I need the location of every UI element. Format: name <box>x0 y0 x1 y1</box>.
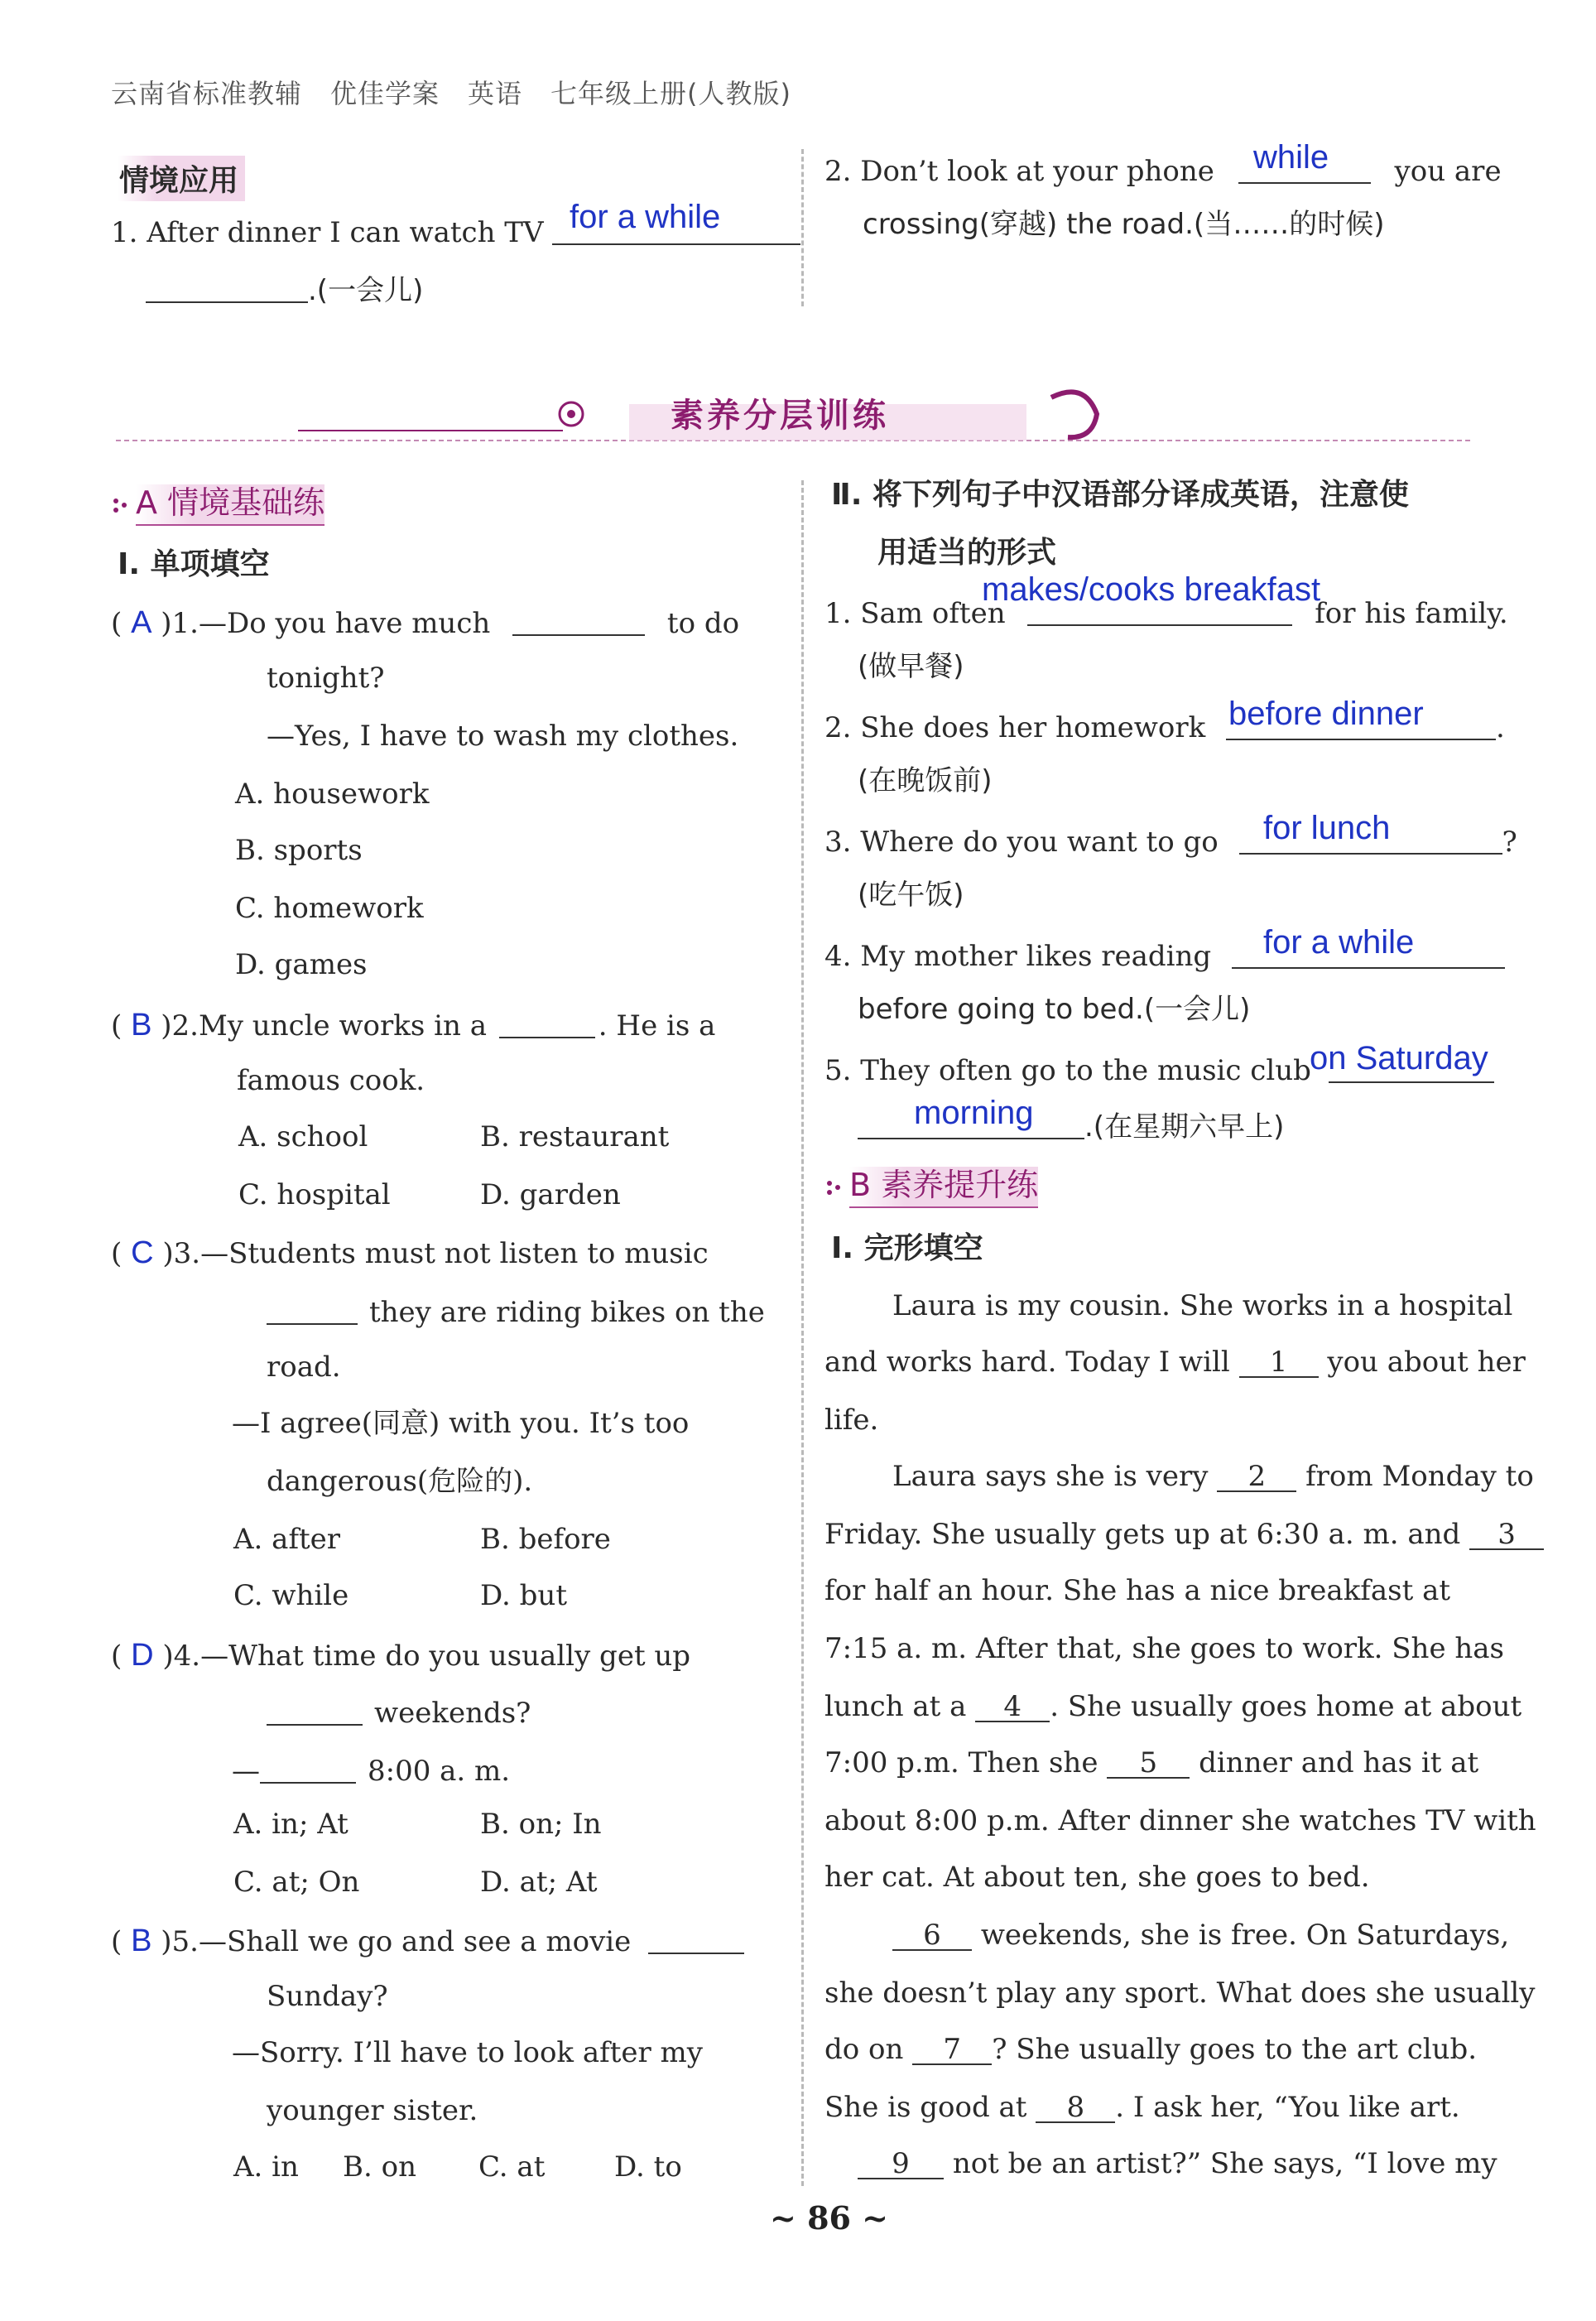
header-part: 七年级上册(人教版) <box>550 78 792 109</box>
partB-title-text: B 素养提升练 <box>849 1167 1038 1208</box>
trans-item-5-hint: .(在星期六早上) <box>1084 1110 1285 1144</box>
cloze-line-12 <box>892 1921 1509 1951</box>
top-q1-blank2 <box>146 273 308 303</box>
mc-q3-line2 <box>267 1295 765 1327</box>
trans-item-4-hint: before going to bed.(一会儿) <box>858 993 1251 1026</box>
trans-item-1-answer: makes/cooks breakfast <box>982 571 1321 608</box>
partA-title <box>111 477 324 522</box>
mc-q5-option: A. in <box>233 2150 299 2184</box>
cloze-text: . She usually goes home at about <box>1050 1690 1522 1723</box>
mc-q5-line3: —Sorry. I’ll have to look after my <box>232 2036 703 2069</box>
mc-q4-line: weekends? <box>374 1697 531 1730</box>
top-q2-post: you are <box>1394 155 1502 188</box>
top-q2-answer: while <box>1253 139 1329 176</box>
trans-item-2-answer: before dinner <box>1228 696 1424 732</box>
trans-item-3 <box>824 825 1517 859</box>
cloze-line-9 <box>824 1746 1479 1779</box>
top-q1-hint: .(一会儿) <box>308 274 424 307</box>
cloze-text: Friday. She usually gets up at 6:30 a. m. and <box>824 1518 1461 1551</box>
cloze-blank-8: 8 <box>1036 2093 1115 2123</box>
mc-q3-line: they are riding bikes on the <box>369 1296 765 1329</box>
mc-q1-line2: tonight? <box>267 662 385 695</box>
trans-item-3-post: ? <box>1502 826 1517 859</box>
mc-q1-option: A. housework <box>235 778 430 811</box>
trans-item-2-post: . <box>1496 711 1505 744</box>
mc-q5-option: D. to <box>614 2150 682 2184</box>
cloze-line-10: about 8:00 p.m. After dinner she watches TV with <box>824 1804 1536 1837</box>
mc-q2-option: C. hospital <box>238 1178 391 1211</box>
trans-item-2-pre: 2. She does her homework <box>824 711 1206 744</box>
mc-q4-line: 8:00 a. m. <box>368 1755 511 1788</box>
cloze-text: . I ask her, “You like art. <box>1115 2091 1460 2124</box>
mc-q4-num: )4. <box>162 1640 201 1673</box>
cloze-text: you about her <box>1327 1346 1526 1379</box>
cloze-blank-4: 4 <box>975 1693 1050 1722</box>
trans-item-3-pre: 3. Where do you want to go <box>824 826 1219 859</box>
mc-q1-line: to do <box>666 607 740 640</box>
mc-q5-option: C. at <box>478 2150 546 2184</box>
partII-title-line1: Ⅱ. 将下列句子中汉语部分译成英语，注意使 <box>831 478 1409 512</box>
cloze-line-14 <box>824 2035 1477 2065</box>
mc-q3-option: C. while <box>233 1579 349 1612</box>
mc-q2-answer: B <box>131 1008 152 1043</box>
trans-item-3-hint: (吃午饭) <box>858 879 964 912</box>
mc-q5: ( B )5.—Shall we go and see a movie <box>111 1924 744 1957</box>
top-title: 情境应用 <box>118 156 245 201</box>
cloze-text: from Monday to <box>1305 1460 1534 1493</box>
cloze-line-5 <box>824 1520 1544 1550</box>
mc-q1-num: )1. <box>161 607 199 640</box>
mc-q2: ( B )2.My uncle works in a . He is a <box>111 1008 716 1043</box>
mc-q3-line5: dangerous(危险的). <box>267 1465 533 1498</box>
mc-q5-blank <box>648 1924 744 1954</box>
header-part: 优佳学案 <box>330 78 440 109</box>
mc-q1-answer: A <box>131 605 152 640</box>
mc-q5-num: )5. <box>161 1925 199 1958</box>
cloze-text: ? She usually goes to the art club. <box>992 2033 1478 2066</box>
cloze-text: not be an artist?” She says, “I love my <box>952 2147 1497 2180</box>
mc-q3-line3: road. <box>267 1351 341 1384</box>
trans-item-4-pre: 4. My mother likes reading <box>824 940 1212 973</box>
mc-q3-line: —Students must not listen to music <box>200 1237 709 1270</box>
mc-q1-line: —Do you have much <box>198 607 491 640</box>
trans-item-1-pre: 1. Sam often <box>824 597 1006 630</box>
cloze-line-8 <box>824 1690 1522 1723</box>
mc-q3-num: )3. <box>162 1237 201 1270</box>
mc-q4-option: B. on; In <box>480 1808 602 1841</box>
trans-item-1-hint: (做早餐) <box>858 650 964 683</box>
partII-title-line2: 用适当的形式 <box>877 536 1057 570</box>
mc-q3-line4: —I agree(同意) with you. It’s too <box>232 1407 690 1440</box>
top-q1-line2 <box>146 273 423 305</box>
mc-q5-answer: B <box>131 1924 152 1958</box>
partB-cloze-title: Ⅰ. 完形填空 <box>831 1231 983 1265</box>
mc-q4-line: — <box>232 1755 260 1788</box>
cloze-blank-6: 6 <box>892 1921 972 1951</box>
mc-q2-line: . He is a <box>598 1009 716 1043</box>
mc-q5-option: B. on <box>343 2150 416 2184</box>
mc-q4-line: —What time do you usually get up <box>200 1640 691 1673</box>
mc-q2-option: B. restaurant <box>480 1120 670 1153</box>
mc-q4: ( D )4.—What time do you usually get up <box>111 1638 691 1673</box>
cloze-line-7: 7:15 a. m. After that, she goes to work. She has <box>824 1632 1504 1665</box>
mc-q2-option: D. garden <box>480 1178 621 1211</box>
header-part: 英语 <box>468 78 523 109</box>
cloze-blank-3: 3 <box>1469 1520 1544 1550</box>
section-title: 素养分层训练 <box>671 397 889 435</box>
mc-q1: ( A )1.—Do you have much to do <box>111 605 740 640</box>
cloze-line-16 <box>858 2147 1497 2180</box>
top-q2-text: 2. Don’t look at your phone <box>824 155 1214 188</box>
cloze-text: dinner and has it at <box>1199 1746 1479 1779</box>
trans-item-5-pre: 5. They often go to the music club <box>824 1054 1311 1087</box>
top-q2-line2: crossing(穿越) the road.(当……的时候) <box>863 208 1385 241</box>
top-q2 <box>824 154 1502 188</box>
dots-icon <box>824 1178 843 1197</box>
mc-q5-line4: younger sister. <box>267 2094 478 2127</box>
cloze-blank-2: 2 <box>1217 1462 1296 1492</box>
mc-q2-num: )2. <box>161 1009 199 1043</box>
trans-item-4-answer: for a while <box>1263 924 1415 961</box>
cloze-line-11: her cat. At about ten, she goes to bed. <box>824 1861 1370 1894</box>
cloze-text: weekends, she is free. On Saturdays, <box>980 1919 1510 1952</box>
cloze-text: and works hard. Today I will <box>824 1346 1230 1379</box>
page-number: ~ 86 ~ <box>770 2199 889 2237</box>
partB-title <box>824 1159 1038 1205</box>
trans-item-3-answer: for lunch <box>1263 810 1391 846</box>
dots-icon <box>111 496 129 514</box>
trans-item-2-hint: (在晚饭前) <box>858 764 993 797</box>
cloze-line-2 <box>824 1348 1526 1378</box>
cloze-blank-7: 7 <box>912 2035 992 2065</box>
mc-q1-option: D. games <box>235 948 368 981</box>
mc-q1-option: C. homework <box>235 892 424 925</box>
cloze-line-4 <box>892 1462 1534 1492</box>
page-header <box>111 73 820 111</box>
cloze-text: do on <box>824 2033 904 2066</box>
mc-q2-line: My uncle works in a <box>198 1009 487 1043</box>
mc-q4-blank <box>267 1696 363 1726</box>
cloze-text: Laura says she is very <box>892 1460 1209 1493</box>
partA-title-text: A 情境基础练 <box>136 484 324 526</box>
cloze-line-1: Laura is my cousin. She works in a hospital <box>892 1289 1513 1322</box>
mc-q4-option: A. in; At <box>233 1808 349 1841</box>
mc-q5-line2: Sunday? <box>267 1980 388 2013</box>
trans-item-1-post: for his family. <box>1315 597 1508 630</box>
mc-q4-option: C. at; On <box>233 1866 360 1899</box>
mc-q1-line3: —Yes, I have to wash my clothes. <box>267 720 739 753</box>
column-divider-main <box>801 480 804 2186</box>
cloze-line-3: life. <box>824 1404 879 1437</box>
cloze-blank-5: 5 <box>1107 1749 1190 1779</box>
trans-item-5-answer: on Saturday <box>1310 1040 1488 1076</box>
mc-q3: ( C )3.—Students must not listen to music <box>111 1235 709 1270</box>
cloze-blank-9: 9 <box>858 2150 944 2179</box>
header-part: 云南省标准教辅 <box>111 78 303 109</box>
cloze-line-6: for half an hour. She has a nice breakfast at <box>824 1574 1451 1607</box>
mc-q5-line: —Shall we go and see a movie <box>198 1925 632 1958</box>
mc-q3-option: B. before <box>480 1523 611 1556</box>
mc-q4-line2 <box>267 1696 531 1730</box>
trans-item-5-answer2: morning <box>914 1095 1034 1131</box>
mc-q1-option: B. sports <box>235 834 363 867</box>
cloze-text: 7:00 p.m. Then she <box>824 1746 1098 1779</box>
mc-q4-answer: D <box>131 1638 154 1673</box>
cloze-text: lunch at a <box>824 1690 967 1723</box>
mc-q3-option: D. but <box>480 1579 567 1612</box>
cloze-line-13: she doesn’t play any sport. What does she usually <box>824 1977 1536 2010</box>
mc-q2-blank <box>499 1009 595 1038</box>
mc-q4-blank2 <box>260 1754 356 1784</box>
partA-part1-title: Ⅰ. 单项填空 <box>118 547 270 581</box>
top-q1-text: 1. After dinner I can watch TV <box>111 216 544 249</box>
mc-q3-blank <box>267 1295 358 1325</box>
mc-q4-option: D. at; At <box>480 1866 598 1899</box>
cloze-line-15 <box>824 2093 1460 2123</box>
mc-q2-line2: famous cook. <box>237 1064 425 1097</box>
top-q1-answer: for a while <box>570 199 721 235</box>
mc-q2-option: A. school <box>238 1120 368 1153</box>
column-divider-top <box>801 149 804 306</box>
cloze-text: She is good at <box>824 2091 1027 2124</box>
cloze-blank-1: 1 <box>1239 1348 1319 1378</box>
mc-q3-option: A. after <box>233 1523 341 1556</box>
mc-q3-answer: C <box>131 1235 154 1270</box>
mc-q1-blank <box>512 606 645 636</box>
mc-q4-line3 <box>232 1754 511 1788</box>
